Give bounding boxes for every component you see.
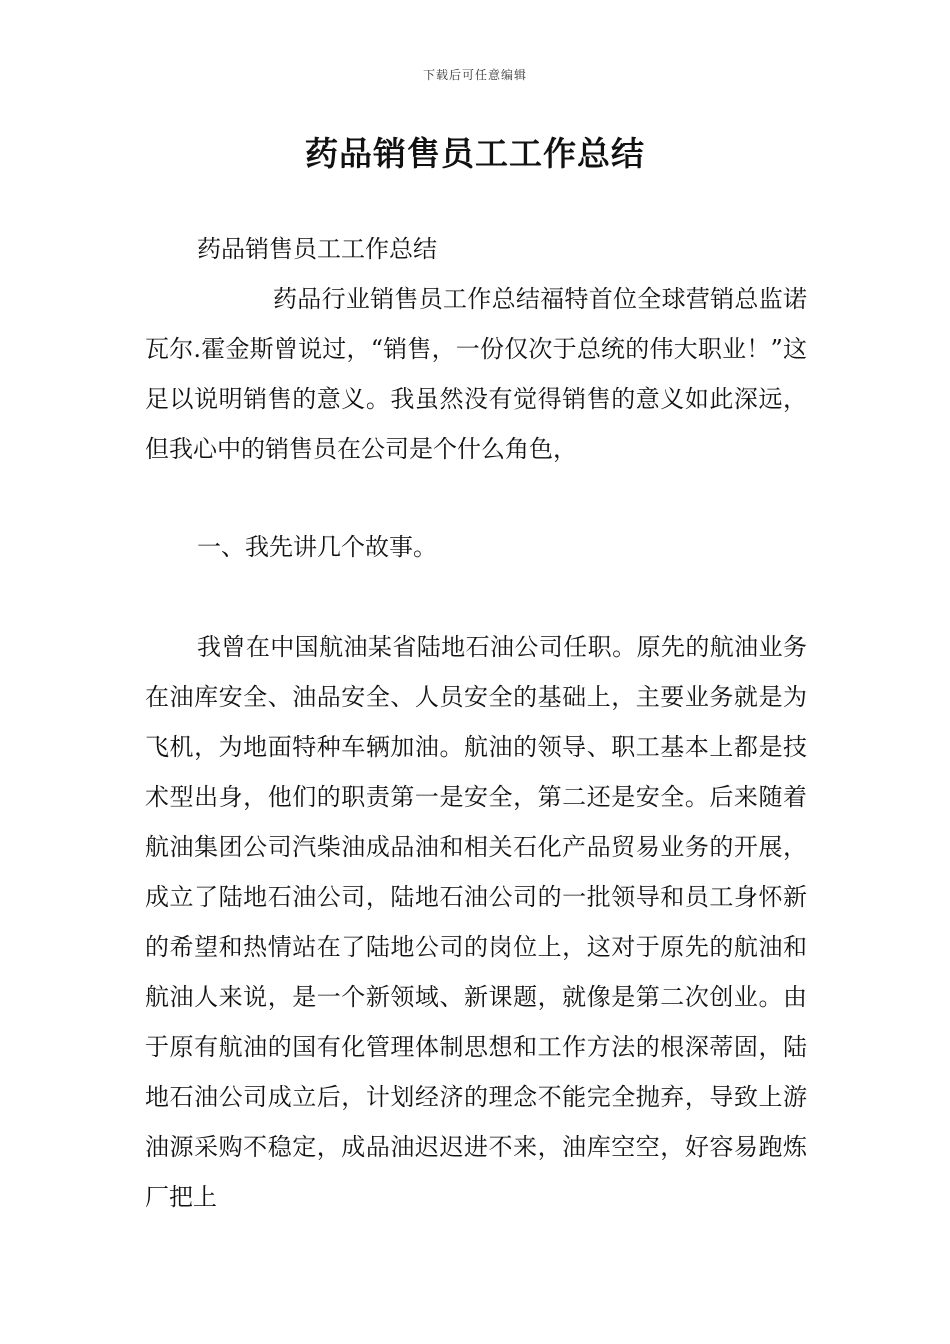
story-paragraph: 我曾在中国航油某省陆地石油公司任职。原先的航油业务在油库安全、油品安全、人员安全的基础上，主要业务就是为飞机，为地面特种车辆加油。航油的领导、职工基本上都是技术型出身，他们的职责第一是安全，第二还是安全。后来随着航油集团公司汽柴油成品油和相关石化产品贸易业务的开展，成立了陆地石油公司，陆地石油公司的一批领导和员工身怀新的希望和热情站在了陆地公司的岗位上，这对于原先的航油和航油人来说，是一个新领域、新课题，就像是第二次创业。由于原有航油的国有化管理体制思想和工作方法的根深蒂固，陆地石油公司成立后，计划经济的理念不能完全抛弃，导致上游油源采购不稳定，成品油迟迟进不来，油库空空，好容易跑炼厂把上 bbox=[145, 633, 807, 1211]
page-header-note: 下载后可任意编辑 bbox=[422, 68, 527, 82]
section-heading: 一、我先讲几个故事。 bbox=[197, 533, 437, 561]
document-title: 药品销售员工工作总结 bbox=[305, 134, 645, 173]
subtitle-paragraph: 药品销售员工工作总结 bbox=[197, 235, 437, 263]
intro-paragraph: 药品行业销售员工作总结福特首位全球营销总监诺瓦尔.霍金斯曾说过，“销售，一份仅次于总统的伟大职业！”这足以说明销售的意义。我虽然没有觉得销售的意义如此深远，但我心中的销售员在公司是个什么角色， bbox=[145, 285, 807, 463]
